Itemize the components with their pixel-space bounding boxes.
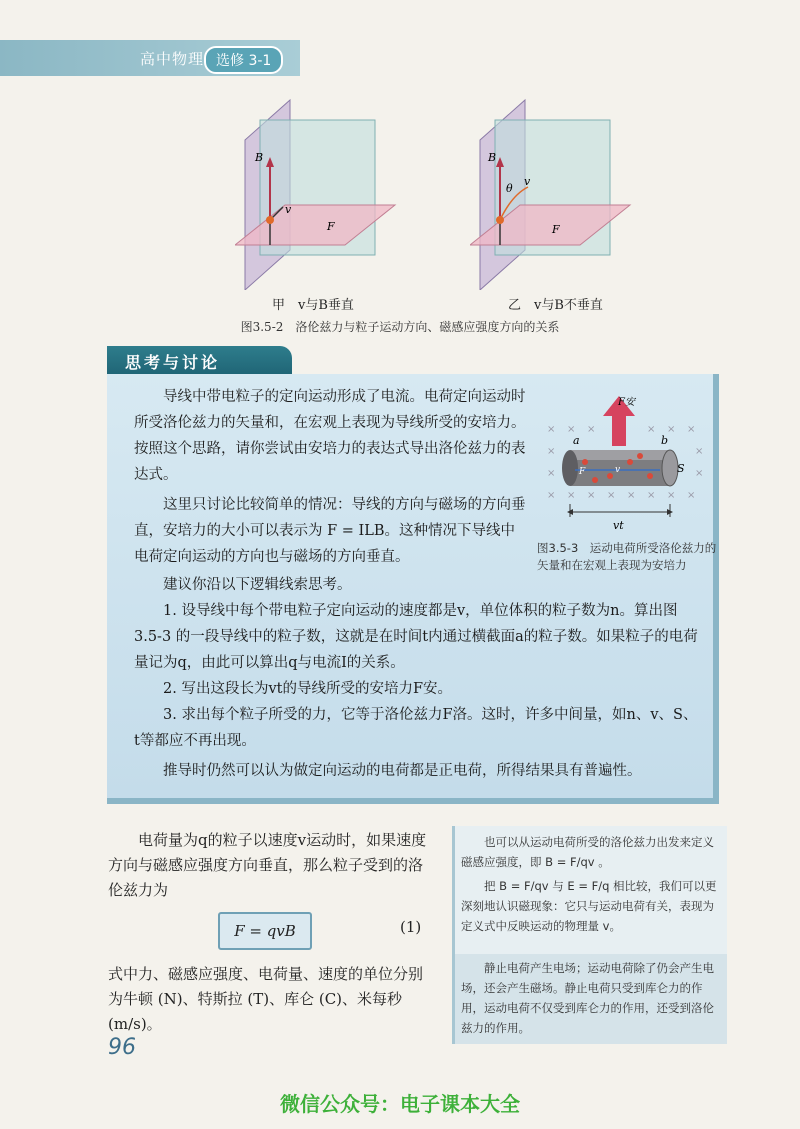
svg-text:×: ×	[695, 446, 704, 457]
formula-box: F = qvB	[218, 912, 312, 950]
svg-text:×: ×	[547, 490, 556, 501]
sidebar-note	[452, 826, 727, 1044]
discussion-paragraph-5: 2. 写出这段长为vt的导线所受的安培力F安。	[163, 681, 453, 697]
main-paragraph-1: 电荷量为q的粒子以速度v运动时，如果速度方向与磁感应强度方向垂直，那么粒子受到的洛伦兹力为	[108, 831, 427, 899]
discussion-paragraph-4: 1. 设导线中每个带电粒子定向运动的速度都是v，单位体积的粒子数为n。算出图 3.5-3 的一段导线中的粒子数，这就是在时间t内通过横截面a的粒子数。如果粒子的电荷量记为q，由此可以算出q与电流I的关系。	[134, 603, 698, 671]
header-bar	[0, 40, 300, 76]
svg-text:×: ×	[647, 424, 656, 435]
symbol-B: B	[488, 151, 497, 164]
svg-text:×: ×	[687, 424, 696, 435]
symbol-F: F	[552, 223, 560, 236]
discussion-paragraph-3: 建议你沿以下逻辑线索思考。	[163, 577, 352, 593]
sidebar-text-2: 把 B = F/qv 与 E = F/q 相比较，我们可以更深刻地认识磁现象：它只与运动电荷有关，表现为定义式中反映运动的物理量 v。	[461, 879, 717, 933]
wire-F-label: F安	[618, 397, 635, 408]
main-paragraph-2: 式中力、磁感应强度、电荷量、速度的单位分别为牛顿 (N)、特斯拉 (T)、库仑 (C)、米每秒 (m/s)。	[108, 965, 424, 1033]
svg-text:×: ×	[567, 490, 576, 501]
svg-text:×: ×	[547, 446, 556, 457]
figure-caption: 图3.5-2 洛伦兹力与粒子运动方向、磁感应强度方向的关系	[240, 320, 560, 334]
wire-v-label: v	[615, 465, 621, 475]
svg-text:×: ×	[587, 424, 596, 435]
volume-badge: 选修 3-1	[204, 46, 283, 74]
page-number: 96	[108, 1035, 136, 1060]
svg-text:×: ×	[567, 424, 576, 435]
figure-right-label: 乙 v与B不垂直	[508, 298, 603, 313]
discussion-paragraph-7: 推导时仍然可以认为做定向运动的电荷都是正电荷，所得结果具有普遍性。	[163, 763, 642, 779]
figure-right-diagram	[470, 95, 635, 290]
sidebar-text-1: 也可以从运动电荷所受的洛伦兹力出发来定义磁感应强度，即 B = F/qv 。	[461, 835, 714, 869]
svg-text:×: ×	[607, 490, 616, 501]
symbol-F: F	[327, 220, 335, 233]
svg-text:×: ×	[667, 490, 676, 501]
svg-text:×: ×	[547, 424, 556, 435]
sidebar-text-3: 静止电荷产生电场；运动电荷除了仍会产生电场，还会产生磁场。静止电荷只受到库仑力的作用，运动电荷不仅受到库仑力的作用，还受到洛伦兹力的作用。	[461, 961, 714, 1035]
discussion-tab	[107, 346, 292, 376]
wire-b-label: b	[661, 434, 669, 447]
discussion-paragraph-6: 3. 求出每个粒子所受的力，它等于洛伦兹力F洛。这时，许多中间量，如n、v、S、t等都应不再出现。	[134, 707, 698, 749]
wire-Fl-label: F	[579, 467, 586, 477]
discussion-paragraph-1: 导线中带电粒子的定向运动形成了电流。电荷定向运动时所受洛伦兹力的矢量和，在宏观上表现为导线所受的安培力。按照这个思路，请你尝试由安培力的表达式导出洛伦兹力的表达式。	[134, 389, 526, 483]
symbol-B: B	[255, 151, 264, 164]
figure-left-diagram	[235, 95, 400, 290]
wire-figure-caption: 图3.5-3 运动电荷所受洛伦兹力的矢量和在宏观上表现为安培力	[537, 541, 717, 572]
wire-diagram	[535, 392, 715, 542]
svg-text:×: ×	[547, 468, 556, 479]
equation-number: (1)	[400, 918, 422, 936]
discussion-title: 思考与讨论	[125, 353, 221, 372]
figure-left-label: 甲 v与B垂直	[272, 298, 354, 313]
book-title: 高中物理	[140, 50, 205, 68]
svg-text:×: ×	[647, 490, 656, 501]
svg-text:×: ×	[695, 468, 704, 479]
svg-text:×: ×	[667, 424, 676, 435]
wire-S-label: S	[677, 462, 685, 475]
symbol-v: v	[285, 203, 292, 216]
svg-text:×: ×	[627, 490, 636, 501]
symbol-v: v	[524, 175, 531, 188]
discussion-paragraph-2: 这里只讨论比较简单的情况：导线的方向与磁场的方向垂直，安培力的大小可以表示为 F = ILB。这种情况下导线中电荷定向运动的方向也与磁场的方向垂直。	[134, 497, 526, 565]
svg-text:×: ×	[587, 490, 596, 501]
wire-a-label: a	[573, 434, 580, 447]
footer-watermark: 微信公众号：电子课本大全	[280, 1092, 520, 1116]
wire-vt-label: vt	[613, 519, 624, 532]
svg-text:×: ×	[687, 490, 696, 501]
symbol-theta: θ	[506, 182, 513, 195]
